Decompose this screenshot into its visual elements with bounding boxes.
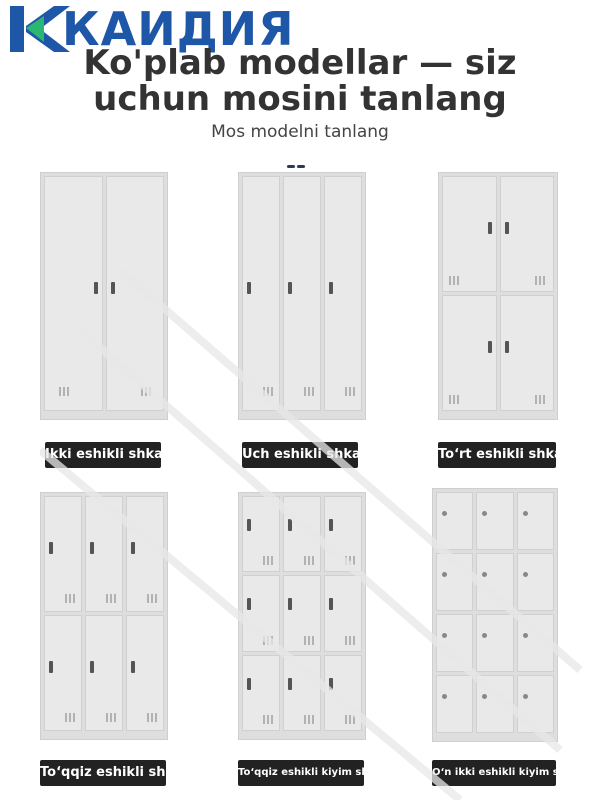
cabinet-image: [238, 172, 366, 420]
carousel-dots: [287, 153, 315, 157]
cabinet-image: [238, 492, 366, 740]
product-label: O‘n ikki eshikli kiyim shkafi: [432, 760, 556, 786]
product-label: Uch eshikli shkaf: [242, 442, 358, 468]
headline-line-2: uchun mosini tanlang: [93, 79, 507, 119]
product-label: To‘qqiz eshikli shkaf: [40, 760, 166, 786]
subtitle: Mos modelni tanlang: [211, 122, 389, 142]
headline-line-1: Ko'plab modellar — siz: [83, 43, 517, 83]
product-label: Ikki eshikli shkaf: [45, 442, 161, 468]
cabinet-image: [432, 488, 558, 742]
cabinet-image: [438, 172, 558, 420]
brand-name: КАИДИЯ: [62, 2, 295, 56]
cabinet-image: [40, 172, 168, 420]
product-label: To‘qqiz eshikli kiyim shkafi: [238, 760, 364, 786]
cabinet-image: [40, 492, 168, 740]
product-label: To‘rt eshikli shkaf: [438, 442, 556, 468]
